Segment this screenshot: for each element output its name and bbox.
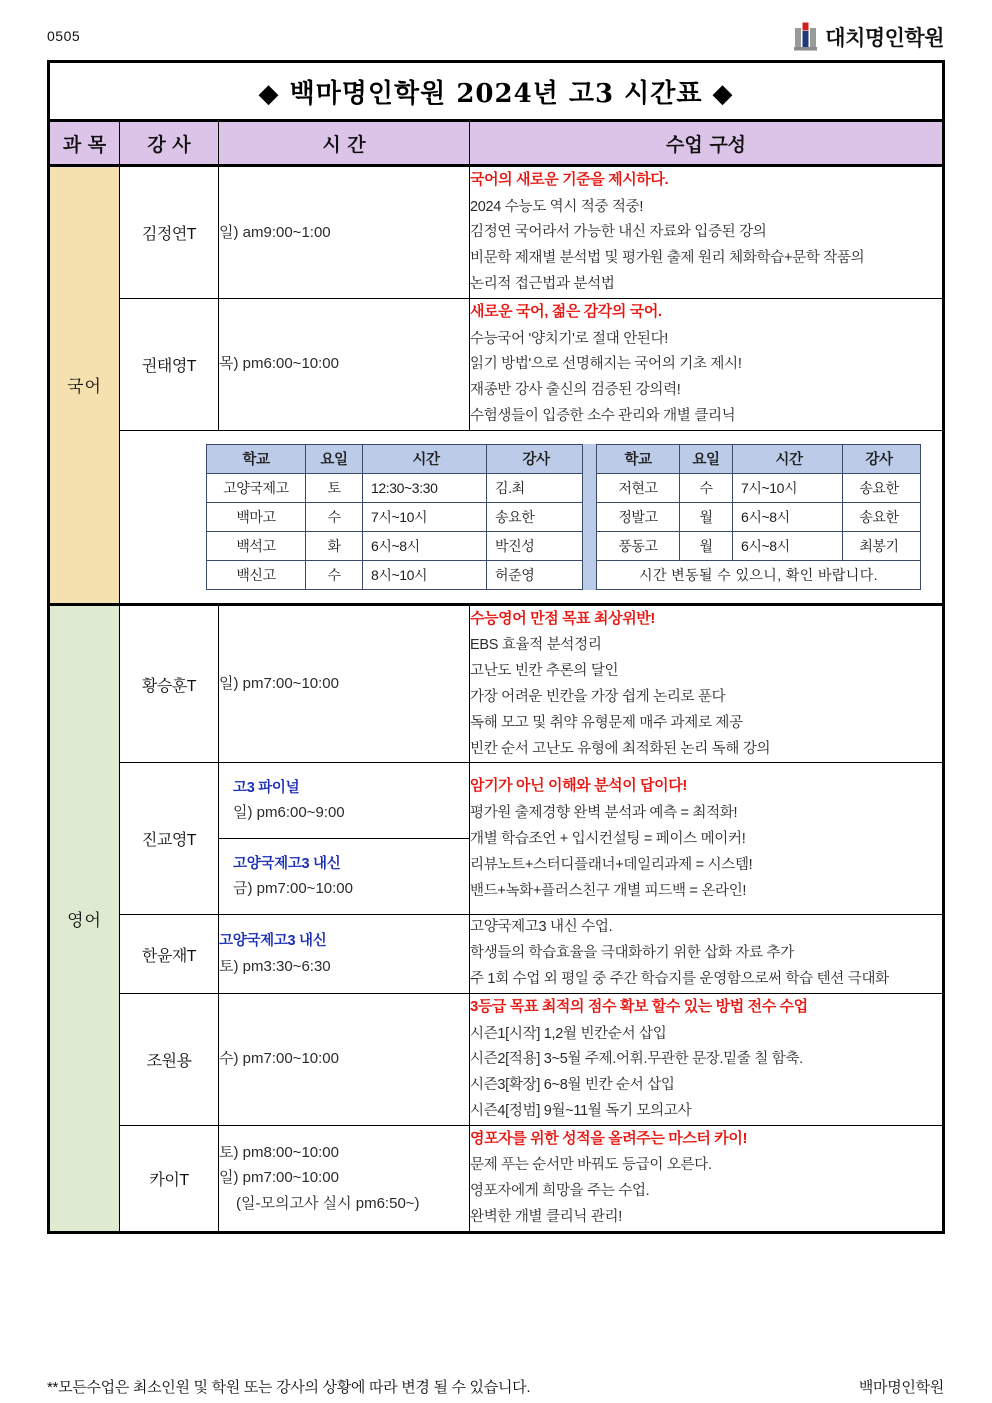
school-day: 월 (680, 531, 733, 560)
desc-line: 완벽한 개별 클리닉 관리! (470, 1208, 622, 1225)
desc-line: 읽기 방법'으로 선명해지는 국어의 기초 제시! (470, 356, 742, 373)
time-line: 일) pm7:00~10:00 (219, 1169, 339, 1187)
table-row (49, 1125, 944, 1232)
desc-line: 재종반 강사 출신의 검증된 강의력! (470, 382, 681, 399)
school-name: 고양국제고 (207, 473, 306, 502)
school-name: 백마고 (207, 502, 306, 531)
school-note: 시간 변동될 수 있으니, 확인 바랍니다. (597, 560, 921, 589)
time-sublabel: 고양국제고3 내신 (233, 855, 341, 872)
time-cell (219, 993, 470, 1125)
school-row (597, 502, 921, 531)
time-cell (219, 166, 470, 299)
time-line: 목) pm6:00~10:00 (219, 355, 339, 373)
time-col-header: 시간 (733, 444, 843, 473)
desc-line: 주 1회 수업 외 평일 중 주간 학습지를 운영함으로써 학습 텐션 극대화 (470, 971, 889, 988)
time-sublabel: 고양국제고3 내신 (219, 932, 327, 949)
desc-line: 문제 푸는 순서만 바꿔도 등급이 오른다. (470, 1157, 712, 1174)
col-header-teacher: 강 사 (120, 121, 219, 166)
school-row (597, 531, 921, 560)
teacher-name: 한윤재T (120, 915, 219, 993)
time-sublabel: 고3 파이널 (233, 779, 300, 796)
teacher-name: 황승훈T (120, 604, 219, 763)
day-col-header: 요일 (680, 444, 733, 473)
desc-line: 리뷰노트+스터디플래너+데일리과제 = 시스템! (470, 856, 753, 873)
time-split-table (219, 763, 469, 914)
column-header-row (49, 121, 944, 166)
school-time: 6시~8시 (733, 502, 843, 531)
subject-cell-korean: 국어 (49, 166, 120, 605)
teacher-name: 김정연T (120, 166, 219, 299)
school-day: 화 (306, 531, 363, 560)
desc-line: 논리적 접근법과 분석법 (470, 276, 615, 293)
class-description (470, 166, 944, 299)
class-description (470, 1125, 944, 1232)
desc-heading: 암기가 아닌 이해와 분석이 답이다! (470, 777, 687, 795)
desc-line: 평가원 출제경향 완벽 분석과 예측 = 최적화! (470, 805, 738, 822)
time-note: (일-모의고사 실시 pm6:50~) (236, 1195, 420, 1213)
desc-line: 가장 어려운 빈칸을 가장 쉽게 논리로 푼다 (470, 689, 726, 706)
footer-brand: 백마명인학원 (858, 1379, 944, 1396)
page-code: 0505 (47, 28, 81, 44)
teacher-col-header: 강사 (487, 444, 583, 473)
desc-line: EBS 효율적 분석정리 (470, 637, 602, 654)
school-time: 6시~8시 (733, 531, 843, 560)
col-header-subject: 과 목 (49, 121, 120, 166)
school-day: 수 (680, 473, 733, 502)
school-table-right (596, 444, 921, 590)
time-line: 금) pm7:00~10:00 (233, 880, 353, 898)
col-header-time: 시 간 (219, 121, 470, 166)
school-row (207, 473, 583, 502)
desc-line: 수능국어 '양치기'로 절대 안된다! (470, 330, 669, 347)
school-name: 백신고 (207, 560, 306, 589)
time-line: 토) pm3:30~6:30 (219, 957, 331, 975)
school-name: 풍동고 (597, 531, 680, 560)
desc-line: 영포자에게 희망을 주는 수업. (470, 1183, 650, 1200)
school-day: 토 (306, 473, 363, 502)
desc-heading: 수능영어 만점 목표 최상위반! (470, 609, 655, 627)
desc-line: 학생들의 학습효율을 극대화하기 위한 삽화 자료 추가 (470, 945, 794, 962)
table-row (49, 298, 944, 430)
school-col-header: 학교 (207, 444, 306, 473)
teacher-name: 진교영T (120, 763, 219, 915)
school-teacher: 송요한 (843, 473, 921, 502)
class-description (470, 993, 944, 1125)
school-table-header-row (597, 444, 921, 473)
academy-logo-icon (793, 22, 818, 52)
timetable-table (47, 60, 945, 1234)
table-row (49, 166, 944, 299)
class-description (470, 915, 944, 993)
school-teacher: 허준영 (487, 560, 583, 589)
time-block (219, 763, 469, 839)
time-cell (219, 915, 470, 993)
school-time: 12:30~3:30 (363, 473, 487, 502)
time-cell-split (219, 763, 470, 915)
desc-line: 밴드+녹화+플러스친구 개별 피드백 = 온라인! (470, 882, 747, 899)
school-col-header: 학교 (597, 444, 680, 473)
school-teacher: 송요한 (487, 502, 583, 531)
desc-heading: 3등급 목표 최적의 점수 확보 할수 있는 방법 전수 수업 (470, 997, 808, 1015)
desc-line: 시즌3[확장] 6~8월 빈칸 순서 삽입 (470, 1077, 675, 1094)
school-table-left (206, 444, 583, 590)
school-row (207, 560, 583, 589)
time-block (219, 839, 469, 915)
day-col-header: 요일 (306, 444, 363, 473)
desc-line: 시즌1[시작] 1,2월 빈칸순서 삽입 (470, 1025, 667, 1042)
table-row (49, 915, 944, 993)
time-cell (219, 604, 470, 763)
desc-heading: 영포자를 위한 성적을 올려주는 마스터 카이! (470, 1129, 748, 1147)
time-col-header: 시간 (363, 444, 487, 473)
time-line: 일) am9:00~1:00 (219, 223, 331, 241)
school-row (207, 502, 583, 531)
desc-line: 개별 학습조언 + 입시컨설팅 = 페이스 메이커! (470, 830, 746, 847)
time-line: 수) pm7:00~10:00 (219, 1050, 339, 1068)
desc-heading: 국어의 새로운 기준을 제시하다. (470, 171, 669, 188)
footer-note: **모든수업은 최소인원 및 학원 또는 강사의 상황에 따라 변경 될 수 있습니다. (47, 1379, 531, 1396)
desc-line: 빈칸 순서 고난도 유형에 최적화된 논리 독해 강의 (470, 740, 771, 757)
school-day: 월 (680, 502, 733, 531)
desc-line: 2024 수능도 역시 적중 적중! (470, 198, 644, 215)
time-line: 토) pm8:00~10:00 (219, 1143, 339, 1161)
table-row (49, 763, 944, 915)
time-cell (219, 298, 470, 430)
school-teacher: 김.최 (487, 473, 583, 502)
time-line: 일) pm7:00~10:00 (219, 675, 339, 693)
page-title: ◆ 백마명인학원 2024년 고3 시간표 ◆ (49, 62, 944, 121)
desc-heading: 새로운 국어, 젊은 감각의 국어. (470, 302, 662, 320)
desc-line: 수험생들이 입증한 소수 관리와 개별 클리닉 (470, 407, 736, 424)
class-description (470, 763, 944, 915)
desc-line: 독해 모고 및 취약 유형문제 매주 과제로 제공 (470, 714, 743, 731)
school-schedule-cell (120, 430, 944, 604)
time-block-lower (219, 839, 469, 915)
desc-line: 고난도 빈칸 추론의 달인 (470, 663, 619, 680)
school-time: 7시~10시 (733, 473, 843, 502)
desc-line: 시즌2[적용] 3~5월 주제.어휘.무관한 문장.밑줄 칠 함축. (470, 1051, 803, 1068)
brand-header (793, 22, 944, 52)
teacher-col-header: 강사 (843, 444, 921, 473)
school-note-row (597, 560, 921, 589)
teacher-name: 카이T (120, 1125, 219, 1232)
school-name: 백석고 (207, 531, 306, 560)
school-table-header-row (207, 444, 583, 473)
desc-line: 시즌4[정범] 9월~11월 독기 모의고사 (470, 1102, 692, 1119)
time-cell (219, 1125, 470, 1232)
school-teacher: 박진성 (487, 531, 583, 560)
col-header-desc: 수업 구성 (470, 121, 944, 166)
school-row (597, 473, 921, 502)
time-line: 일) pm6:00~9:00 (233, 804, 345, 822)
school-time: 8시~10시 (363, 560, 487, 589)
desc-line: 비문학 제재별 분석법 및 평가원 출제 원리 체화학습+문학 작품의 (470, 250, 865, 267)
brand-name: 대치명인학원 (825, 27, 944, 50)
teacher-name: 권태영T (120, 298, 219, 430)
school-name: 정발고 (597, 502, 680, 531)
class-description (470, 298, 944, 430)
teacher-name: 조원용 (120, 993, 219, 1125)
time-block-upper (219, 763, 469, 839)
school-day: 수 (306, 502, 363, 531)
school-name: 저현고 (597, 473, 680, 502)
school-time: 7시~10시 (363, 502, 487, 531)
school-row (207, 531, 583, 560)
subject-cell-english: 영어 (49, 604, 120, 1232)
table-divider (583, 444, 596, 590)
title-row (49, 62, 944, 121)
school-schedule-row (49, 430, 944, 604)
school-teacher: 최봉기 (843, 531, 921, 560)
table-row (49, 993, 944, 1125)
school-day: 수 (306, 560, 363, 589)
class-description (470, 604, 944, 763)
desc-line: 고양국제고3 내신 수업. (470, 919, 613, 936)
school-time: 6시~8시 (363, 531, 487, 560)
desc-line: 김정연 국어라서 가능한 내신 자료와 입증된 강의 (470, 224, 767, 241)
table-row (49, 604, 944, 763)
school-teacher: 송요한 (843, 502, 921, 531)
